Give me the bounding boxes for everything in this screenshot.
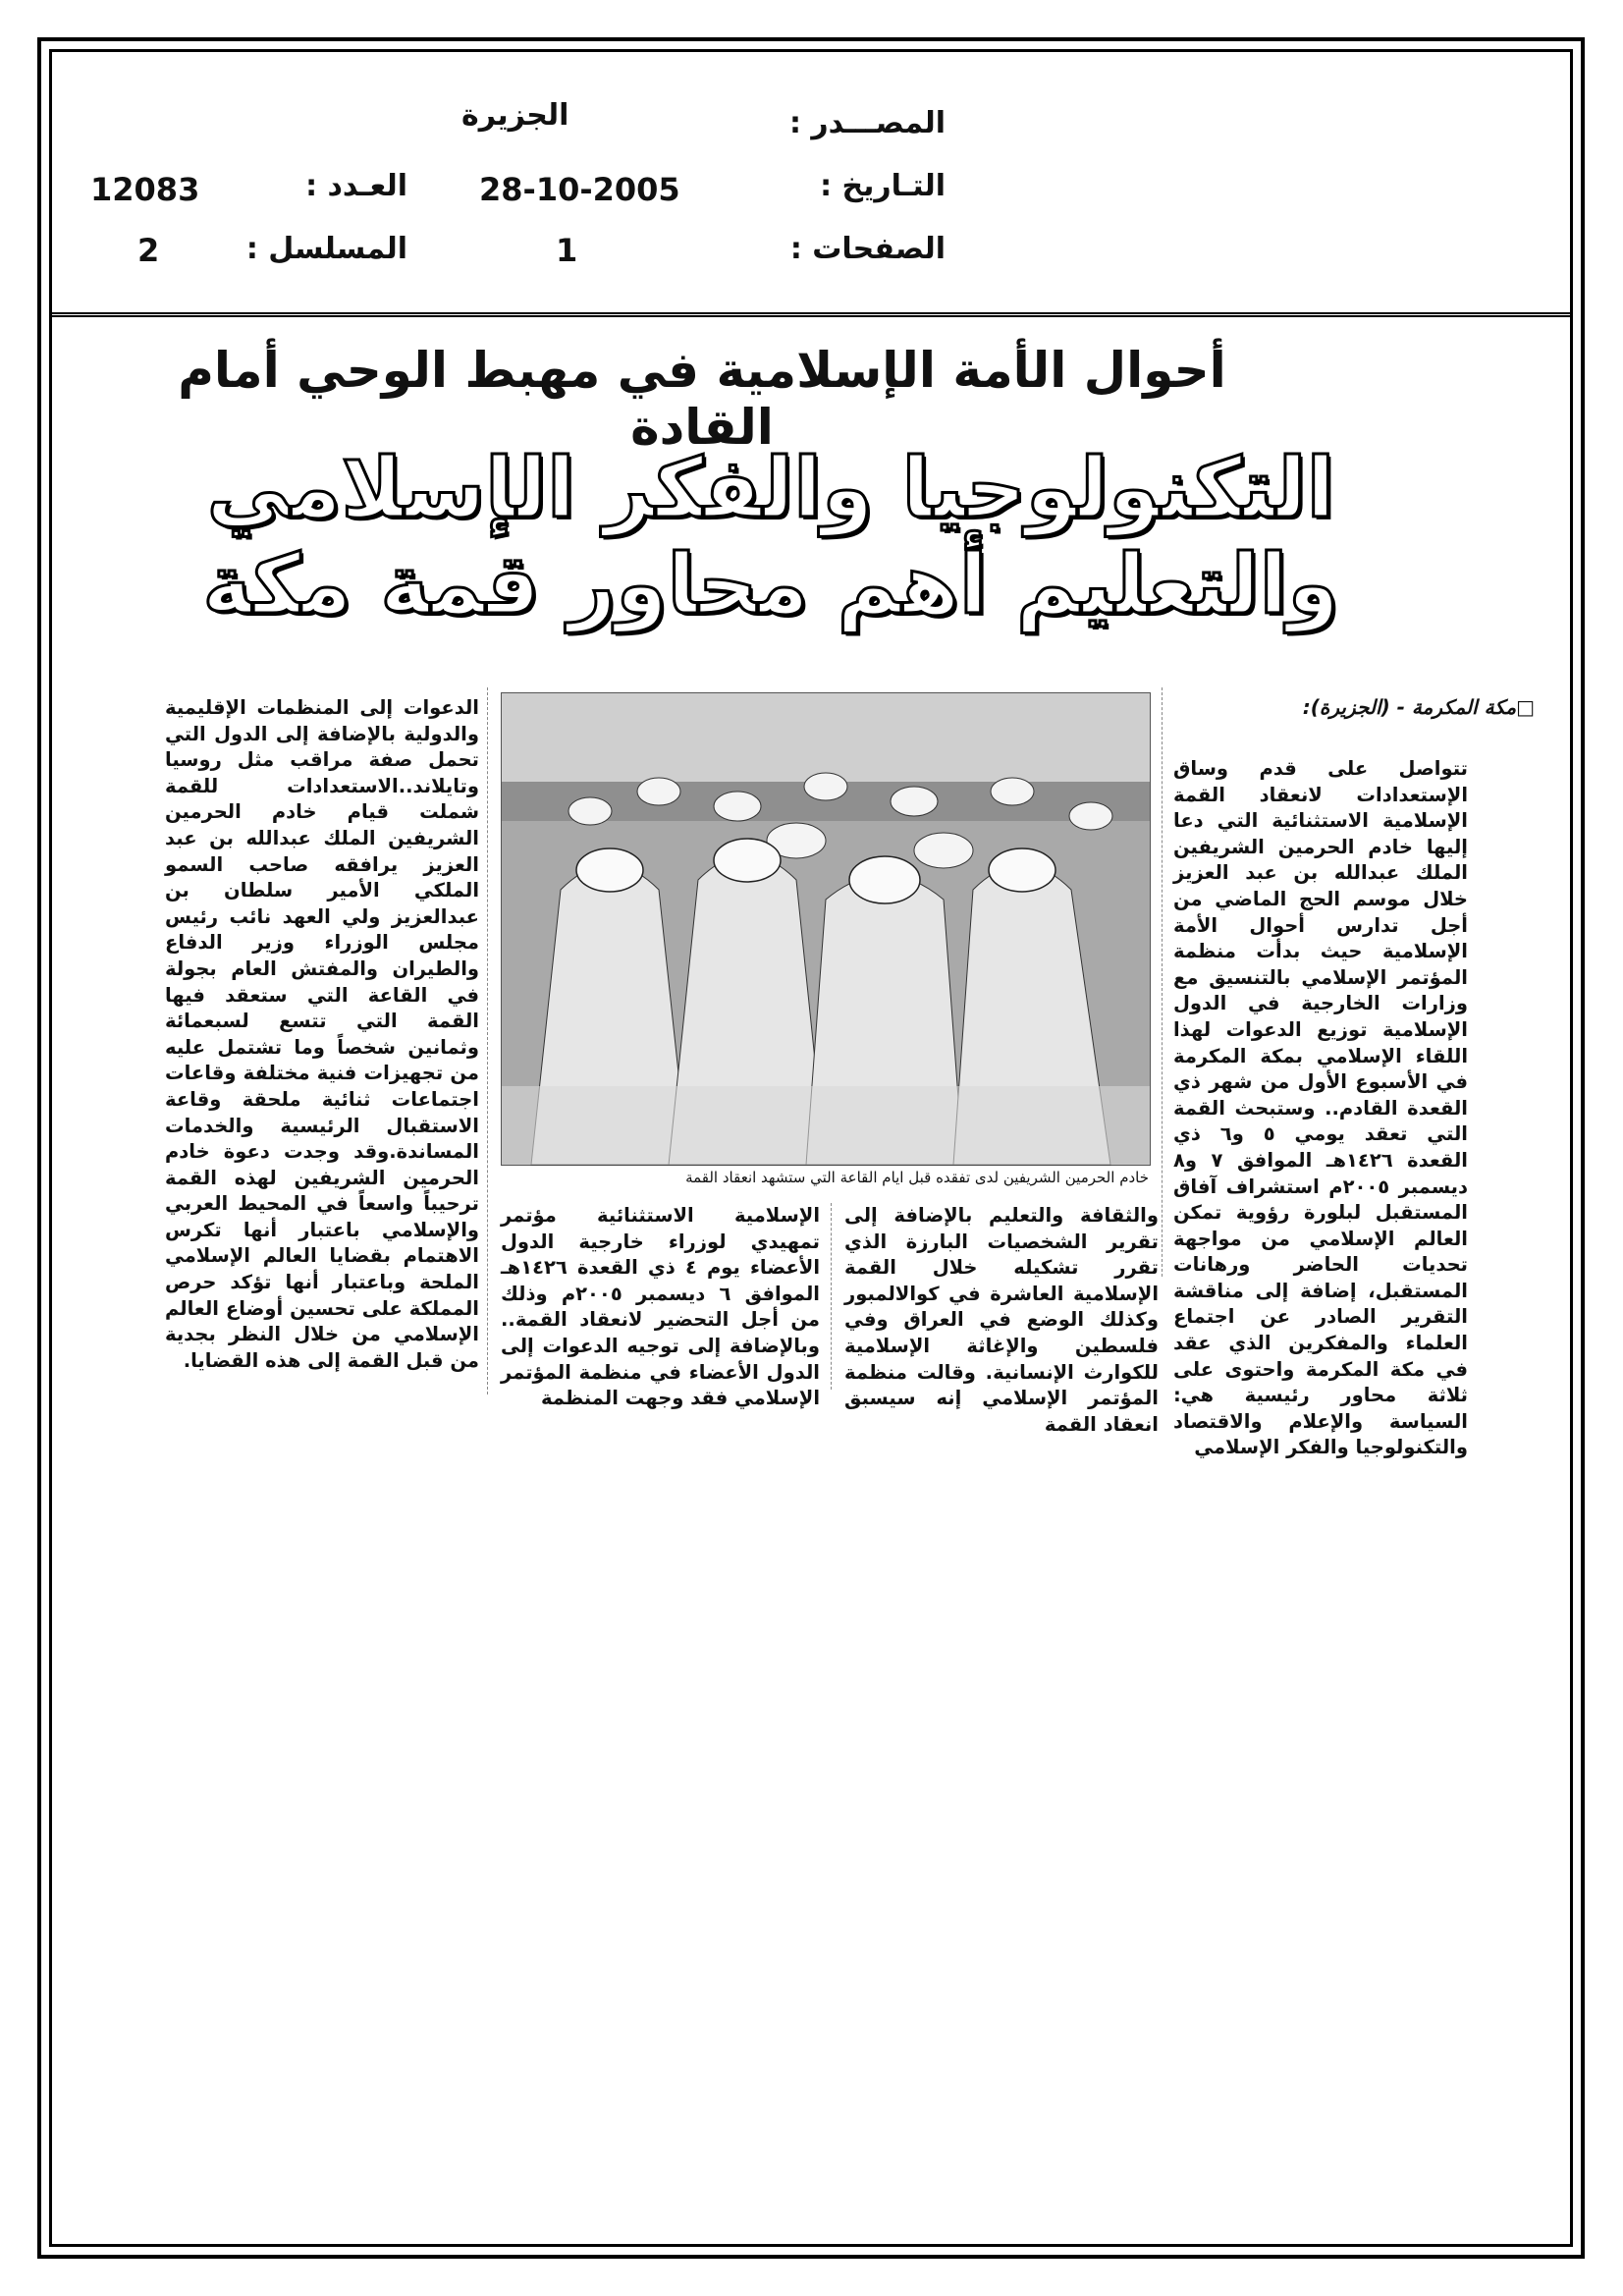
- news-photo-image: [502, 693, 1150, 1165]
- article-headline: التكنولوجيا والفكر الإسلامي والتعليم أهم محاور قمة مكة: [202, 440, 1339, 632]
- issue-label: العـدد :: [305, 169, 407, 203]
- pages-value: 1: [556, 232, 578, 269]
- pages-label: الصفحات :: [789, 232, 946, 266]
- column-separator: [831, 1203, 832, 1390]
- photo-caption: خادم الحرمين الشريفين لدى تفقده قبل ايام القاعة التي ستشهد انعقاد القمة: [685, 1169, 1149, 1186]
- serial-label: المسلسل :: [245, 232, 407, 266]
- column-separator: [1162, 687, 1163, 1277]
- issue-value: 12083: [90, 171, 200, 208]
- article-kicker: أحوال الأمة الإسلامية في مهبط الوحي أمام القادة: [178, 342, 1226, 456]
- date-label: التـاريخ :: [820, 169, 946, 203]
- source-value: الجزيرة: [461, 98, 569, 133]
- column-separator: [487, 687, 488, 1394]
- article-column-3: الإسلامية الاستثنائية مؤتمر تمهيدي لوزراء خارجية الدول الأعضاء يوم ٤ ذي القعدة ١٤٢٦هـ الموافق ٦ ديسمبر ٢٠٠٥م وذلك من أجل التحضير لانعقاد القمة.. وبالإضافة إلى توجيه الدعوات إلى الدول الأعضاء في منظمة المؤتمر الإسلامي فقد وجهت المنظمة: [501, 1204, 820, 1410]
- source-label: المصـــدر :: [788, 106, 946, 140]
- serial-value: 2: [137, 232, 160, 269]
- article-column-2: والثقافة والتعليم بالإضافة إلى تقرير الشخصيات البارزة الذي تقرر تشكيله خلال القمة الإسلامية العاشرة في كوالالمبور وكذلك الوضع في العراق وفي فلسطين والإغاثة الإسلامية للكوارث الإنسانية. وقالت منظمة المؤتمر الإسلامي إنه سيسبق انعقاد القمة: [844, 1204, 1159, 1436]
- article-column-4: الدعوات إلى المنظمات الإقليمية والدولية بالإضافة إلى الدول التي تحمل صفة مراقب مثل روسيا وتايلاند..الاستعدادات للقمة شملت قيام خادم الحرمين الشريفين الملك عبدالله بن عبد العزيز يرافقه صاحب السمو الملكي الأمير سلطان بن عبدالعزيز ولي العهد نائب رئيس مجلس الوزراء وزير الدفاع والطيران والمفتش العام بجولة في القاعة التي ستعقد فيها القمة التي تتسع لسبعمائة وثمانين شخصاً وما تشتمل عليه من تجهيزات فنية مختلفة وقاعات اجتماعات ثنائية ملحقة وقاعة الاستقبال الرئيسية والخدمات المساندة.وقد وجدت دعوة خادم الحرمين الشريفين لهذه القمة ترحيباً واسعاً في المحيط العربي والإسلامي باعتبار أنها تكرس الاهتمام بقضايا العالم الإسلامي الملحة وباعتبار أنها تؤكد حرص المملكة على تحسين أوضاع العالم الإسلامي من خلال النظر بجدية من قبل القمة إلى هذه القضايا.: [165, 696, 479, 1372]
- article-dateline: □مكة المكرمة - (الجزيرة):: [1302, 695, 1535, 719]
- article-column-1: تتواصل على قدم وساق الإستعدادات لانعقاد القمة الإسلامية الاستثنائية التي دعا إليها خادم الحرمين الشريفين الملك عبدالله بن عبد العزيز خلال موسم الحج الماضي من أجل تدارس أحوال الأمة الإسلامية حيث بدأت منظمة المؤتمر الإسلامي بالتنسيق مع وزارات الخارجية في الدول الإسلامية توزيع الدعوات لهذا اللقاء الإسلامي بمكة المكرمة في الأسبوع الأول من شهر ذي القعدة القادم.. وستبحث القمة التي تعقد يومي ٥ و٦ ذي القعدة ١٤٢٦هـ الموافق ٧ و٨ ديسمبر ٢٠٠٥م استشراف آفاق المستقبل لبلورة رؤوية تمكن العالم الإسلامي من مواجهة تحديات الحاضر ورهانات المستقبل، إضافة إلى مناقشة التقرير الصادر عن اجتماع العلماء والمفكرين الذي عقد في مكة المكرمة واحتوى على ثلاثة محاور رئيسية هي: السياسة والإعلام والاقتصاد والتكنولوجيا والفكر الإسلامي: [1173, 757, 1468, 1459]
- date-value: 28-10-2005: [479, 171, 680, 208]
- news-photo: [501, 692, 1151, 1166]
- header-divider: [49, 312, 1573, 317]
